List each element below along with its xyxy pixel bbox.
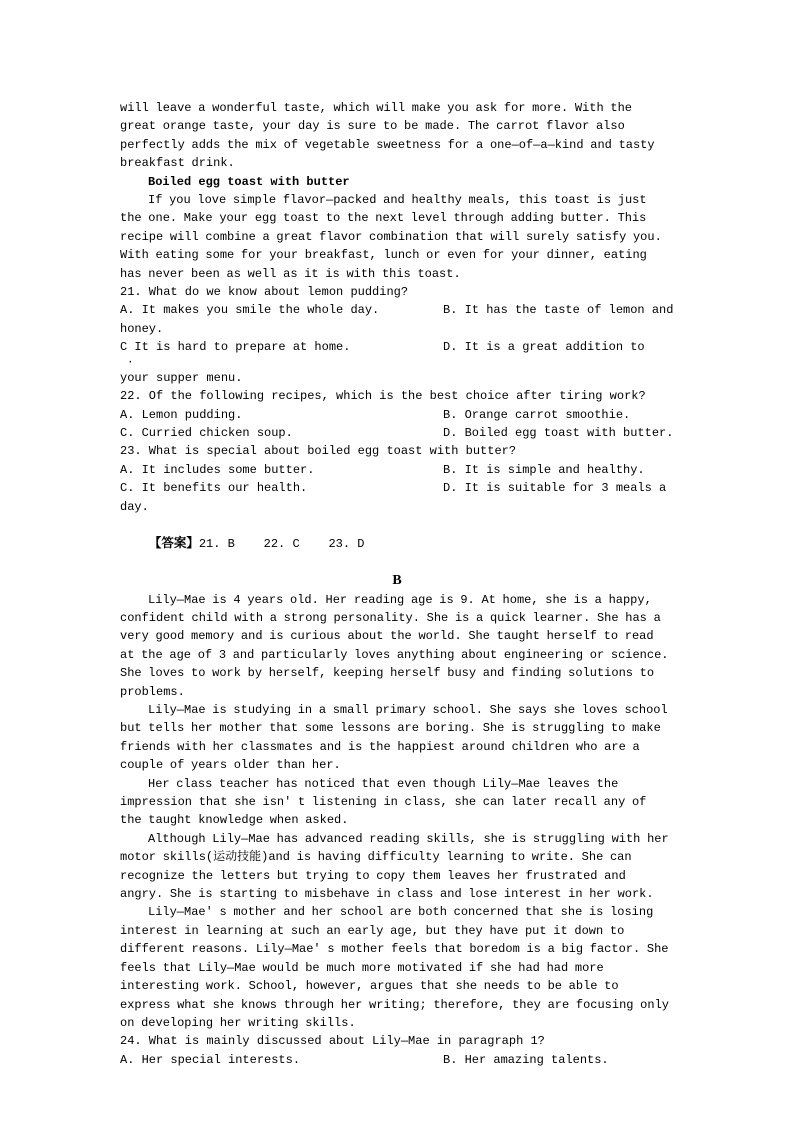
question-22-option-b: B. Orange carrot smoothie. (443, 407, 631, 422)
question-22-options-row-ab (120, 406, 674, 424)
question-24-option-a: A. Her special interests. (120, 1052, 301, 1067)
passage-b-paragraph-2: Lily—Mae is studying in a small primary school. She says she loves school but tells her mother that some lessons are boring. She is struggling to make friends with her classmates and is the happiest around children who are a couple of years older than her. (120, 703, 675, 773)
question-23-option-d-wrap: day. (120, 499, 149, 514)
passage-b-paragraph-1: Lily—Mae is 4 years old. Her reading age is 9. At home, she is a happy, confident child with a strong personality. She is a quick learner. She has a very good memory and is curious about the world. She taught herself to read at the age of 3 and particularly loves anything about engineering or science. She loves to work by herself, keeping herself busy and finding solutions to problems. (120, 592, 676, 699)
question-23-option-d: D. It is suitable for 3 meals a (443, 481, 667, 496)
paragraph-smoothie-continuation: will leave a wonderful taste, which will make you ask for more. With the great orange taste, your day is sure to be made. The carrot flavor also perfectly adds the mix of vegetable sweetness for a one—of—a—kind and tasty breakfast drink. (120, 101, 662, 171)
section-label-b: B (392, 573, 402, 589)
answer-values: 21. B 22. C 23. D (198, 537, 365, 552)
passage-b-paragraph-3: Her class teacher has noticed that even though Lily—Mae leaves the impression that she isn' t listening in class, she can later recall any of the taught knowledge when asked. (120, 776, 654, 828)
question-22-option-d: D. Boiled egg toast with butter. (443, 425, 674, 440)
question-21-option-c: C It is hard to prepare at home. (120, 340, 351, 355)
heading-boiled-egg-toast: Boiled egg toast with butter (148, 174, 350, 189)
question-23 (120, 442, 674, 516)
answer-label: 【答案】 (148, 536, 199, 551)
question-21-stem: 21. What do we know about lemon pudding? (120, 285, 409, 300)
question-24-options-row-ab (120, 1051, 674, 1069)
question-24 (120, 1032, 674, 1069)
question-23-option-c: C. It benefits our health. (120, 481, 308, 496)
stray-dot: · (127, 356, 134, 369)
question-21 (120, 283, 674, 387)
question-21-options-row-cd (120, 338, 674, 356)
question-22-option-a: A. Lemon pudding. (120, 407, 243, 422)
passage-b-paragraph-4: Although Lily—Mae has advanced reading skills, she is struggling with her motor skills(运动技能)and is having difficulty learning to write. She can recognize the letters but trying to copy them leaves her frustrated and angry. She is starting to misbehave in class and lose interest in her work. (120, 831, 676, 902)
question-21-option-a: A. It makes you smile the whole day. (120, 303, 380, 318)
question-22-stem: 22. Of the following recipes, which is the best choice after tiring work? (120, 389, 646, 404)
question-21-option-d: D. It is a great addition to (443, 340, 645, 355)
question-21-option-b-wrap: honey. (120, 321, 164, 336)
question-21-option-b: B. It has the taste of lemon and (443, 303, 674, 318)
question-21-options-row-ab (120, 301, 674, 319)
passage-b-paragraph-5: Lily—Mae' s mother and her school are both concerned that she is losing interest in learning at such an early age, but they have put it down to different reasons. Lily—Mae' s mother feels that boredom is a big factor. She feels that Lily—Mae would be much more motivated if she had had more interesting work. School, however, argues that she needs to be able to express what she knows through her writing; therefore, they are focusing only on developing her writing skills. (120, 905, 676, 1030)
question-21-option-d-wrap: your supper menu. (120, 370, 243, 385)
question-23-options-row-ab (120, 461, 674, 479)
question-22 (120, 387, 674, 442)
answer-line (120, 516, 674, 572)
question-24-option-b: B. Her amazing talents. (443, 1052, 609, 1067)
question-23-stem: 23. What is special about boiled egg toast with butter? (120, 444, 517, 459)
paragraph-boiled-egg-toast: If you love simple flavor—packed and healthy meals, this toast is just the one. Make your egg toast to the next level through adding butter. This recipe will combine a great flavor combination that will surely satisfy you. With eating some for your breakfast, lunch or even for your dinner, eating has never been as well as it is with this toast. (120, 193, 669, 281)
question-22-options-row-cd (120, 424, 674, 442)
question-22-option-c: C. Curried chicken soup. (120, 425, 293, 440)
question-23-options-row-cd (120, 479, 674, 497)
question-23-option-b: B. It is simple and healthy. (443, 462, 645, 477)
question-23-option-a: A. It includes some butter. (120, 462, 315, 477)
question-24-stem: 24. What is mainly discussed about Lily—Mae in paragraph 1? (120, 1034, 545, 1049)
